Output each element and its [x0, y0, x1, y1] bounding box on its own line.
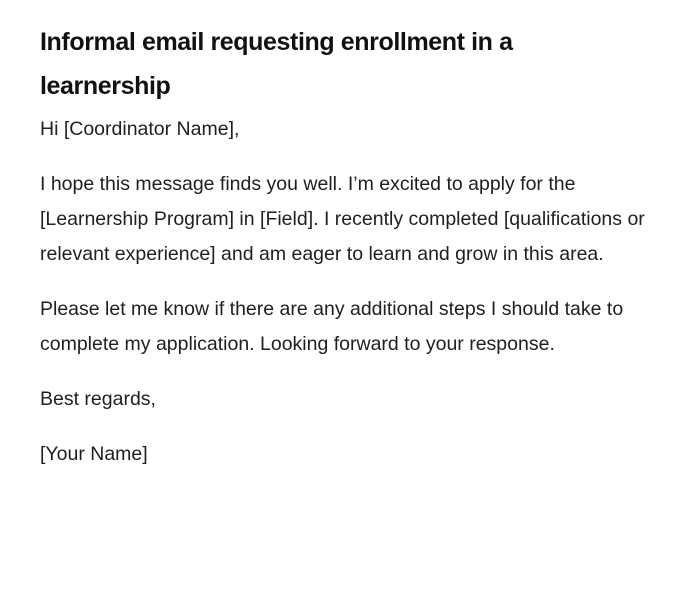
email-greeting: Hi [Coordinator Name],	[40, 118, 240, 140]
email-closing: Best regards,	[40, 388, 156, 410]
email-paragraph-intro: I hope this message finds you well. I’m excited to apply for the [Learnership Program] in [Field]. I recently completed [qualifications or relevant experience] and am eager to learn and grow in this area.	[40, 173, 645, 265]
email-signature: [Your Name]	[40, 443, 148, 465]
email-paragraph-request: Please let me know if there are any additional steps I should take to complete my application. Looking forward to your response.	[40, 298, 624, 355]
page-title: Informal email requesting enrollment in a learnership	[40, 28, 513, 100]
